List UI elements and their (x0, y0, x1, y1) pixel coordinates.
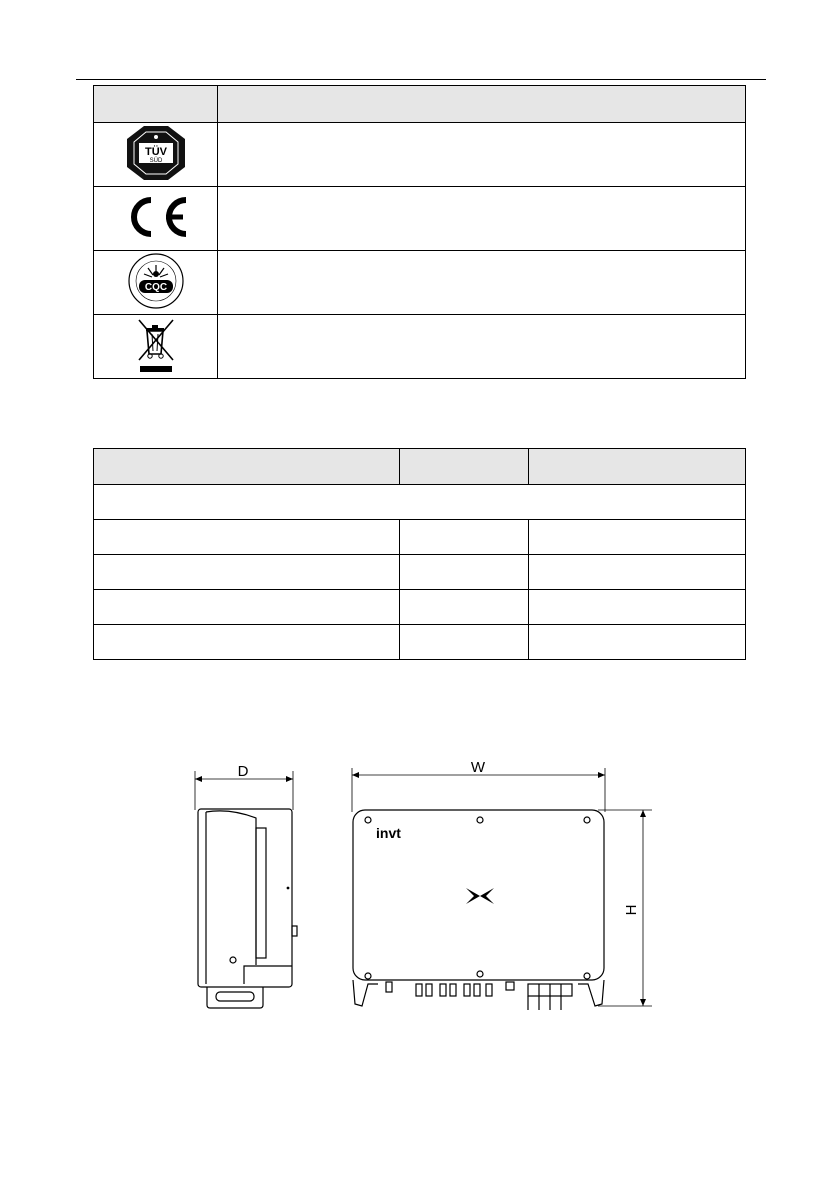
table-cell (94, 520, 400, 555)
table-cell (400, 520, 529, 555)
table-section-row (94, 485, 746, 520)
table-row (94, 555, 746, 590)
inverter-dimension-drawing (185, 750, 665, 1015)
section-cell (94, 485, 746, 520)
table-cell (400, 555, 529, 590)
table-cell (400, 625, 529, 660)
table-row (94, 520, 746, 555)
svg-text:invt: invt (376, 825, 401, 841)
table-cell (400, 590, 529, 625)
ce-mark-icon (120, 194, 192, 240)
table-row (94, 315, 746, 379)
mark-cell (94, 251, 218, 315)
invt-brand-logo (376, 825, 401, 841)
mark-description (218, 123, 746, 187)
svg-text:TÜV: TÜV (144, 146, 167, 158)
mark-description (218, 187, 746, 251)
page-header-rule (76, 79, 766, 80)
table-row (94, 590, 746, 625)
x-emblem-icon (466, 888, 494, 904)
header-cell-model (94, 449, 400, 485)
dimensions-weight-table (93, 448, 746, 660)
table-header-row (94, 449, 746, 485)
table-cell (94, 625, 400, 660)
header-cell-value (529, 449, 746, 485)
table-row (94, 251, 746, 315)
table-cell (94, 590, 400, 625)
svg-text:SÜD: SÜD (149, 158, 162, 164)
table-cell (529, 590, 746, 625)
cqc-mark-icon (126, 252, 186, 310)
weee-crossed-bin-icon (133, 316, 179, 374)
mark-description (218, 315, 746, 379)
width-dimension-label: W (470, 759, 486, 776)
table-header-row (94, 86, 746, 123)
table-cell (94, 555, 400, 590)
header-cell-mark (94, 86, 218, 123)
table-cell (529, 555, 746, 590)
header-cell-unit (400, 449, 529, 485)
mark-description (218, 251, 746, 315)
table-cell (529, 625, 746, 660)
mark-cell (94, 187, 218, 251)
table-row (94, 625, 746, 660)
svg-text:CQC: CQC (144, 282, 167, 293)
tuv-sud-mark-icon (121, 125, 191, 181)
table-row (94, 123, 746, 187)
table-row (94, 187, 746, 251)
front-view (352, 768, 652, 1010)
table-cell (529, 520, 746, 555)
mark-cell (94, 123, 218, 187)
header-cell-description (218, 86, 746, 123)
mark-cell (94, 315, 218, 379)
side-view (195, 771, 297, 1008)
certification-marks-table (93, 85, 746, 379)
height-dimension-label: H (623, 904, 640, 916)
depth-dimension-label: D (237, 763, 249, 780)
